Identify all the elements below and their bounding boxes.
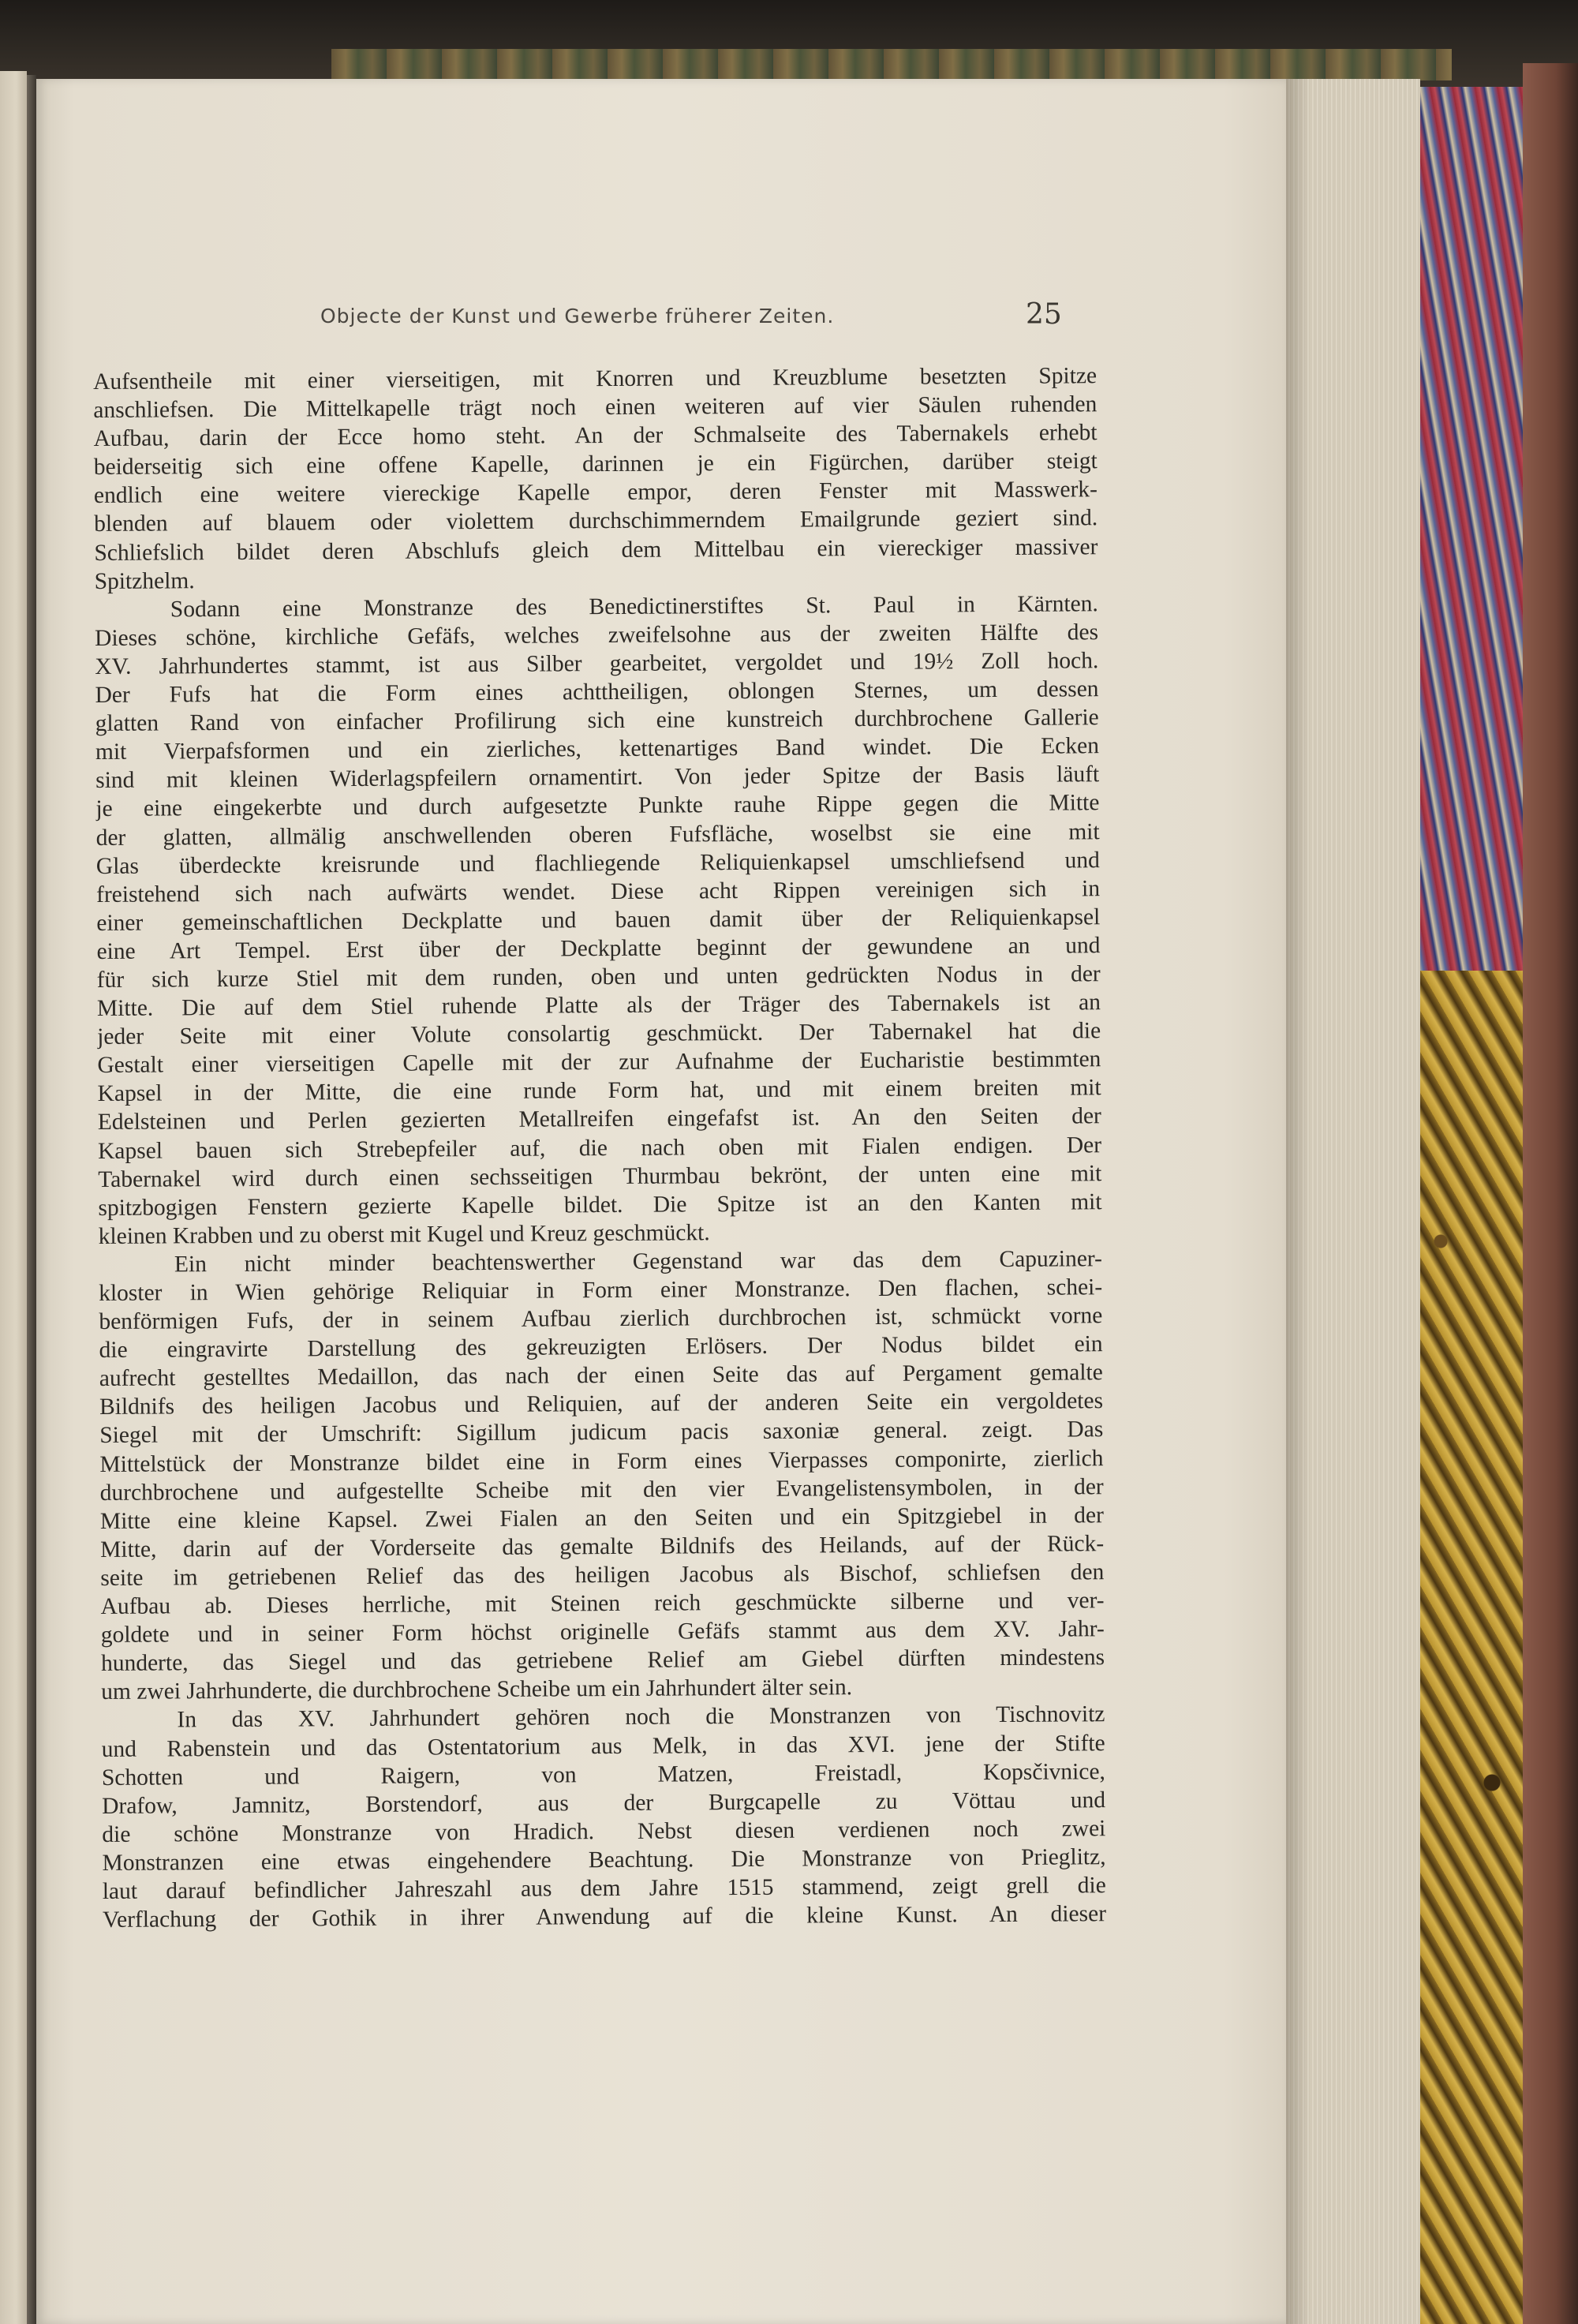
text-line: einer gemeinschaftlichen Deckplatte und bauen damit über der Reliquienkapsel — [96, 904, 1101, 936]
text-line: Der Fufs hat die Form eines achttheiligen, oblongen Sternes, um dessen — [95, 676, 1099, 709]
text-line: endlich eine weitere viereckige Kapelle empor, deren Fenster mit Masswerk- — [93, 477, 1098, 509]
text-line: Mitte. Die auf dem Stiel ruhende Platte als der Träger des Tabernakels ist an — [96, 990, 1101, 1022]
running-head: Objecte der Kunst und Gewerbe früherer Zeiten. — [320, 305, 835, 327]
text-line: freistehend sich nach aufwärts wendet. Diese acht Rippen vereinigen sich in — [95, 875, 1101, 908]
marbled-board-lower — [1420, 971, 1523, 2324]
text-line: Aufbau, darin der Ecce homo steht. An der Schmalseite des Tabernakels erhebt — [93, 420, 1097, 452]
text-line: aufrecht gestelltes Medaillon, das nach der einen Seite das auf Pergament gemalte — [99, 1360, 1103, 1392]
text-line: XV. Jahrhundertes stammt, ist aus Silber gearbeitet, vergoldet und 19½ Zoll hoch. — [95, 648, 1099, 679]
text-line: die schöne Monstranze von Hradich. Nebst diesen verdienen noch zwei — [102, 1815, 1106, 1847]
text-line: Mitte eine kleine Kapsel. Zwei Fialen an den Seiten und ein Spitzgiebel in der — [99, 1502, 1105, 1534]
text-line: Glas überdeckte kreisrunde und flachliegende Reliquienkapsel umschliefsend und — [95, 847, 1100, 879]
text-line: Schotten und Raigern, von Matzen, Freistadl, Kopsčivnice, — [101, 1758, 1105, 1791]
text-line: glatten Rand von einfacher Profilirung sich eine kunstreich durchbrochene Gallerie — [95, 705, 1099, 737]
text-line: kleinen Krabben und zu oberst mit Kugel und Kreuz geschmückt. — [98, 1220, 710, 1249]
text-line: hunderte, das Siegel und das getriebene Relief am Giebel dürften mindestens — [100, 1645, 1105, 1677]
text-line: Mittelstück der Monstranze bildet eine in Form eines Vierpasses componirte, zierlich — [99, 1445, 1104, 1477]
facing-page-edge — [0, 71, 27, 2324]
text-line: anschliefsen. Die Mittelkapelle trägt noch einen weiteren auf vier Säulen ruhenden — [93, 391, 1097, 424]
text-line: benförmigen Fufs, der in seinem Aufbau zierlich durchbrochen ist, schmückt vorne — [99, 1303, 1103, 1335]
book-gutter — [27, 75, 36, 2324]
text-line: Drafow, Jamnitz, Borstendorf, aus der Burgcapelle zu Vöttau und — [102, 1787, 1106, 1819]
page-number: 25 — [1026, 298, 1062, 331]
text-line: Dieses schöne, kirchliche Gefäfs, welches zweifelsohne aus der zweiten Hälfte des — [94, 619, 1099, 651]
text-line: der glatten, allmälig anschwellenden oberen Fufsfläche, woselbst sie eine mit — [95, 818, 1100, 851]
text-line: durchbrochene und aufgestellte Scheibe mit den vier Evangelistensymbolen, in der — [99, 1473, 1104, 1506]
text-line: Siegel mit der Umschrift: Sigillum judicum pacis saxoniæ general. zeigt. Das — [99, 1416, 1104, 1449]
text-line: Mitte, darin auf der Vorderseite das gemalte Bildnifs des Heilands, auf der Rück- — [100, 1531, 1105, 1562]
marbled-headband — [331, 49, 1452, 80]
text-line: Gestalt einer vierseitigen Capelle mit der zur Aufnahme der Eucharistie bestimmten — [97, 1046, 1101, 1079]
text-line: spitzbogigen Fenstern gezierte Kapelle bildet. Die Spitze ist an den Kanten mit — [98, 1188, 1102, 1221]
text-line: jeder Seite mit einer Volute consolartig geschmückt. Der Tabernakel hat die — [97, 1018, 1101, 1050]
page-edge-shadow — [1286, 79, 1310, 2324]
text-line: In das XV. Jahrhundert gehören noch die Monstranzen von Tischnovitz — [177, 1701, 1105, 1733]
text-line: Monstranzen eine etwas eingehendere Beachtung. Die Monstranze von Prieglitz, — [102, 1844, 1106, 1876]
text-line: beiderseitig sich eine offene Kapelle, darinnen je ein Figürchen, darüber steigt — [93, 448, 1097, 481]
body-text — [93, 361, 1106, 1934]
text-line: Edelsteinen und Perlen gezierten Metallreifen eingefafst ist. An den Seiten der — [97, 1103, 1101, 1136]
text-line: Sodann eine Monstranze des Benedictinerstiftes St. Paul in Kärnten. — [170, 590, 1098, 623]
text-line: goldete und in seiner Form höchst originelle Gefäfs stammt aus dem XV. Jahr- — [100, 1616, 1105, 1649]
text-line: sind mit kleinen Widerlagspfeilern ornamentirt. Von jeder Spitze der Basis läuft — [95, 762, 1100, 794]
text-line: um zwei Jahrhunderte, die durchbrochene Scheibe um ein Jahrhundert älter sein. — [101, 1675, 853, 1705]
text-line: Kapsel bauen sich Strebepfeiler auf, die nach oben mit Fialen endigen. Der — [97, 1132, 1102, 1164]
text-line: Spitzhelm. — [94, 567, 195, 594]
text-line: Kapsel in der Mitte, die eine runde Form hat, und mit einem breiten mit — [97, 1075, 1101, 1107]
text-line: Bildnifs des heiligen Jacobus und Reliquien, auf der anderen Seite ein vergoldetes — [99, 1388, 1104, 1420]
text-line: laut darauf befindlicher Jahreszahl aus dem Jahre 1515 stammend, zeigt grell die — [102, 1873, 1106, 1904]
text-line: kloster in Wien gehörige Reliquiar in Form einer Monstranze. Den flachen, schei- — [99, 1274, 1103, 1306]
text-line: für sich kurze Stiel mit dem runden, oben und unten gedrückten Nodus in der — [96, 961, 1101, 993]
text-line: Tabernakel wird durch einen sechsseitigen Thurmbau bekrönt, der unten eine mit — [98, 1160, 1102, 1192]
text-line: blenden auf blauem oder violettem durchschimmerndem Emailgrunde geziert sind. — [94, 505, 1098, 537]
text-line: Aufbau ab. Dieses herrliche, mit Steinen reich geschmückte silberne und ver- — [100, 1588, 1105, 1620]
text-line: seite im getriebenen Relief das des heiligen Jacobus als Bischof, schliefsen den — [100, 1559, 1105, 1591]
text-line: eine Art Tempel. Erst über der Deckplatte beginnt der gewundene an und — [96, 933, 1101, 964]
text-line: Ein nicht minder beachtenswerther Gegenstand war das dem Capuziner- — [174, 1246, 1103, 1278]
text-line: die eingravirte Darstellung des gekreuzigten Erlösers. Der Nodus bildet ein — [99, 1331, 1103, 1364]
text-line: je eine eingekerbte und durch aufgesetzte Punkte rauhe Rippe gegen die Mitte — [95, 790, 1100, 822]
text-line: Verflachung der Gothik in ihrer Anwendung auf die kleine Kunst. An dieser — [102, 1901, 1107, 1933]
text-line: Schliefslich bildet deren Abschlufs gleich dem Mittelbau ein viereckiger massiver — [94, 533, 1098, 566]
text-line: mit Vierpafsformen und ein zierliches, kettenartiges Band windet. Die Ecken — [95, 733, 1100, 765]
book-cover-right — [1523, 63, 1578, 2324]
text-line: und Rabenstein und das Ostentatorium aus Melk, in das XVI. jene der Stifte — [101, 1730, 1105, 1762]
text-line: Aufsentheile mit einer vierseitigen, mit Knorren und Kreuzblume besetzten Spitze — [93, 363, 1097, 395]
